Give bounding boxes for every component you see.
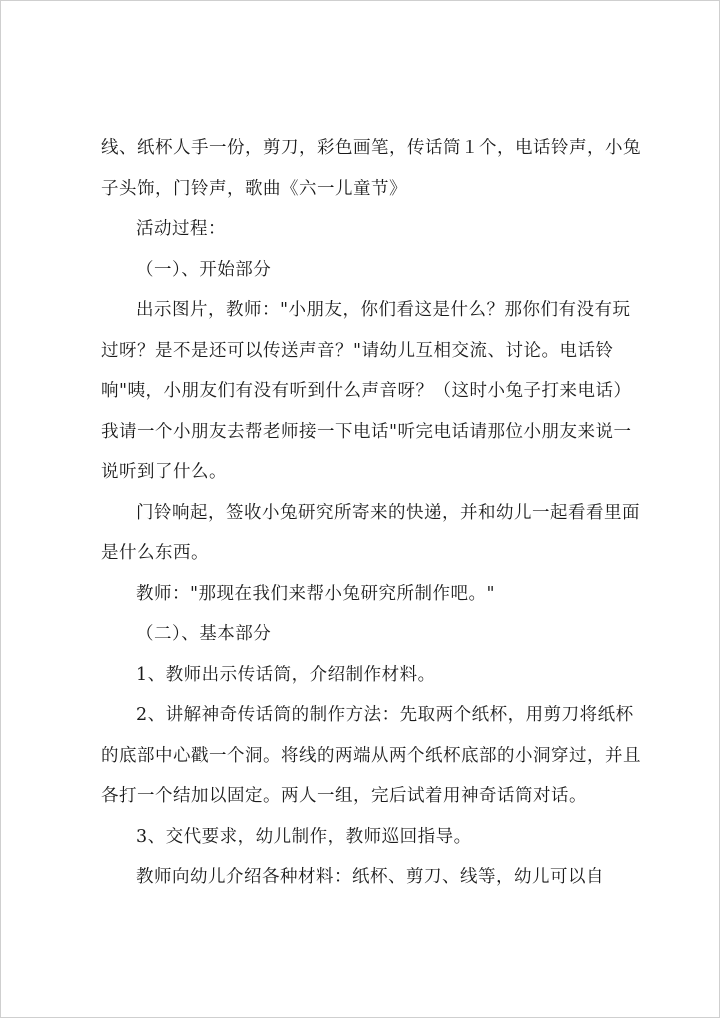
section-heading-basic: （二）、基本部分 xyxy=(136,624,272,644)
paragraph-activity-process: 活动过程： xyxy=(136,219,226,239)
section-heading-opening: （一）、开始部分 xyxy=(136,259,272,280)
document-body xyxy=(101,128,641,898)
paragraph-materials: 线、纸杯人手一份，剪刀，彩色画笔，传话筒１个，电话铃声，小兔子头饰，门铃声，歌曲《六一儿童节》 xyxy=(101,138,641,199)
paragraph-step-2: 2、讲解神奇传话筒的制作方法：先取两个纸杯，用剪刀将纸杯的底部中心戳一个洞。将线的两端从两个纸杯底部的小洞穿过，并且各打一个结加以固定。两人一组，完后试着用神奇话筒对话。 xyxy=(101,705,641,806)
paragraph-step-1: 1、教师出示传话筒，介绍制作材料。 xyxy=(136,664,436,685)
paragraph-teacher-quote: 教师："那现在我们来帮小兔研究所制作吧。" xyxy=(136,583,496,604)
paragraph-doorbell: 门铃响起，签收小兔研究所寄来的快递，并和幼儿一起看看里面是什么东西。 xyxy=(101,502,640,563)
paragraph-step-3: 3、交代要求，幼儿制作，教师巡回指导。 xyxy=(136,826,472,847)
paragraph-materials-intro: 教师向幼儿介绍各种材料：纸杯、剪刀、线等，幼儿可以自 xyxy=(136,867,604,887)
paragraph-show-picture: 出示图片，教师："小朋友，你们看这是什么？那你们有没有玩过呀？是不是还可以传送声音？"请幼儿互相交流、讨论。电话铃响"咦，小朋友们有没有听到什么声音呀？（这时小兔子打来电话）我请一个小朋友去帮老师接一下电话"听完电话请那位小朋友来说一说听到了什么。 xyxy=(101,300,632,482)
